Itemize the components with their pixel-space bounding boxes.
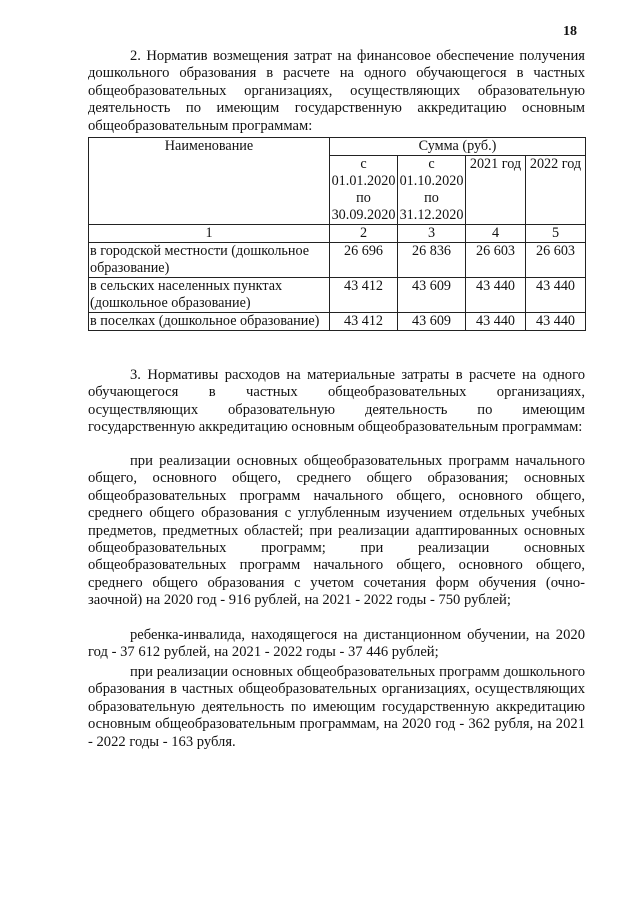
value-cell: 26 603 bbox=[526, 243, 586, 278]
table-row bbox=[89, 243, 586, 278]
row-name: в поселках (дошкольное образование) bbox=[89, 313, 330, 331]
section-3-item-1: при реализации основных общеобразовательных программ начального общего, основного общего, среднего общего образования; основных общеобразовательных программ начального общего, основного общего, среднего общего образования с углубленным изучением отдельных учебных предметов, предметных областей; при реализации адаптированных основных общеобразовательных программ; при реализации основных общеобразовательных программ начального общего, основного общего, среднего общего образования с учетом сочетания форм обучения (очно-заочной) на 2020 год - 916 рублей, на 2021 - 2022 годы - 750 рублей; bbox=[88, 453, 585, 609]
header-sum: Сумма (руб.) bbox=[330, 138, 586, 156]
header-period-1: с 01.01.2020 по 30.09.2020 bbox=[330, 156, 398, 225]
value-cell: 43 440 bbox=[526, 278, 586, 313]
section-3-item-3: при реализации основных общеобразовательных программ дошкольного образования в частных общеобразовательных организациях, осуществляющих образовательную деятельность по имеющим государственную аккредитацию основным общеобразовательным программам, на 2020 год - 362 рубля, на 2021 - 2022 годы - 163 рубля. bbox=[88, 664, 585, 750]
value-cell: 26 836 bbox=[398, 243, 466, 278]
value-cell: 43 440 bbox=[526, 313, 586, 331]
page-number: 18 bbox=[563, 24, 577, 39]
header-year-2021: 2021 год bbox=[466, 156, 526, 225]
table-row bbox=[89, 313, 586, 331]
value-cell: 43 609 bbox=[398, 278, 466, 313]
column-number: 1 bbox=[89, 225, 330, 243]
value-cell: 43 412 bbox=[330, 278, 398, 313]
section-2-paragraph: 2. Норматив возмещения затрат на финансовое обеспечение получения дошкольного образования в расчете на одного обучающегося в частных общеобразовательных организациях, осуществляющих образовательную деятельность по имеющим государственную аккредитацию основным общеобразовательным программам: bbox=[88, 48, 585, 134]
header-year-2022: 2022 год bbox=[526, 156, 586, 225]
header-period-2: с 01.10.2020 по 31.12.2020 bbox=[398, 156, 466, 225]
value-cell: 43 440 bbox=[466, 278, 526, 313]
section-3-item-2: ребенка-инвалида, находящегося на дистанционном обучении, на 2020 год - 37 612 рублей, на 2021 - 2022 годы - 37 446 рублей; bbox=[88, 627, 585, 661]
row-name: в сельских населенных пунктах (дошкольное образование) bbox=[89, 278, 330, 313]
row-name: в городской местности (дошкольное образование) bbox=[89, 243, 330, 278]
header-name: Наименование bbox=[89, 138, 330, 225]
column-number: 2 bbox=[330, 225, 398, 243]
value-cell: 43 609 bbox=[398, 313, 466, 331]
value-cell: 43 412 bbox=[330, 313, 398, 331]
column-number-row bbox=[89, 225, 586, 243]
value-cell: 26 603 bbox=[466, 243, 526, 278]
section-3-intro: 3. Нормативы расходов на материальные затраты в расчете на одного обучающегося в частных общеобразовательных организациях, осуществляющих образовательную деятельность по имеющим государственную аккредитацию основным общеобразовательным программам: bbox=[88, 367, 585, 436]
value-cell: 43 440 bbox=[466, 313, 526, 331]
value-cell: 26 696 bbox=[330, 243, 398, 278]
table-header-row bbox=[89, 138, 586, 156]
column-number: 3 bbox=[398, 225, 466, 243]
table-row bbox=[89, 278, 586, 313]
column-number: 4 bbox=[466, 225, 526, 243]
column-number: 5 bbox=[526, 225, 586, 243]
normative-table bbox=[88, 137, 586, 331]
